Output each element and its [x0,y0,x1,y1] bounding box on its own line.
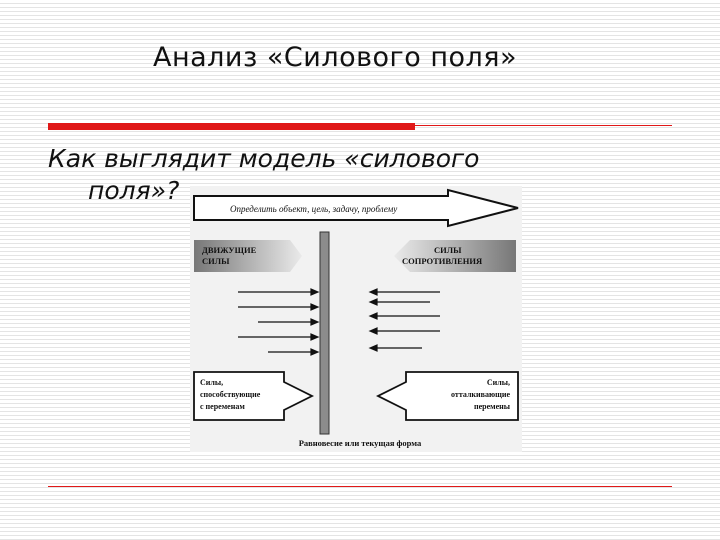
top-objective-arrow [194,190,518,226]
equilibrium-label: Равновесие или текущая форма [298,438,422,448]
title-underline-thick [48,123,415,130]
bottom-divider [48,486,672,487]
force-field-diagram [190,186,522,452]
title-underline-thin [415,125,672,126]
driving-forces-arrow [194,240,302,272]
resisting-forces-label-2: СОПРОТИВЛЕНИЯ [402,256,483,266]
top-arrow-label: Определить объект, цель, задачу, проблему [230,204,398,214]
bullet-line-2: поля»? [88,176,180,205]
box-right-line-2: отталкивающие [451,390,510,399]
box-right-line-3: перемены [473,402,510,411]
resisting-arrows [370,289,440,351]
box-right-line-1: Силы, [486,378,510,387]
resisting-forces-label-1: СИЛЫ [434,245,462,255]
driving-forces-label-2: СИЛЫ [202,256,230,266]
equilibrium-bar [320,232,329,434]
slide-title: Анализ «Силового поля» [153,42,518,73]
opposing-forces-box [378,372,518,420]
supporting-forces-box [194,372,312,420]
box-left-line-2: способствующие [200,390,261,399]
resisting-forces-arrow [394,240,516,272]
box-left-line-1: Силы, [200,378,224,387]
driving-arrows [238,289,318,355]
driving-forces-label-1: ДВИЖУЩИЕ [202,245,257,255]
box-left-line-3: с переменам [200,402,245,411]
bullet-line-1: Как выглядит модель «силового [48,144,480,173]
